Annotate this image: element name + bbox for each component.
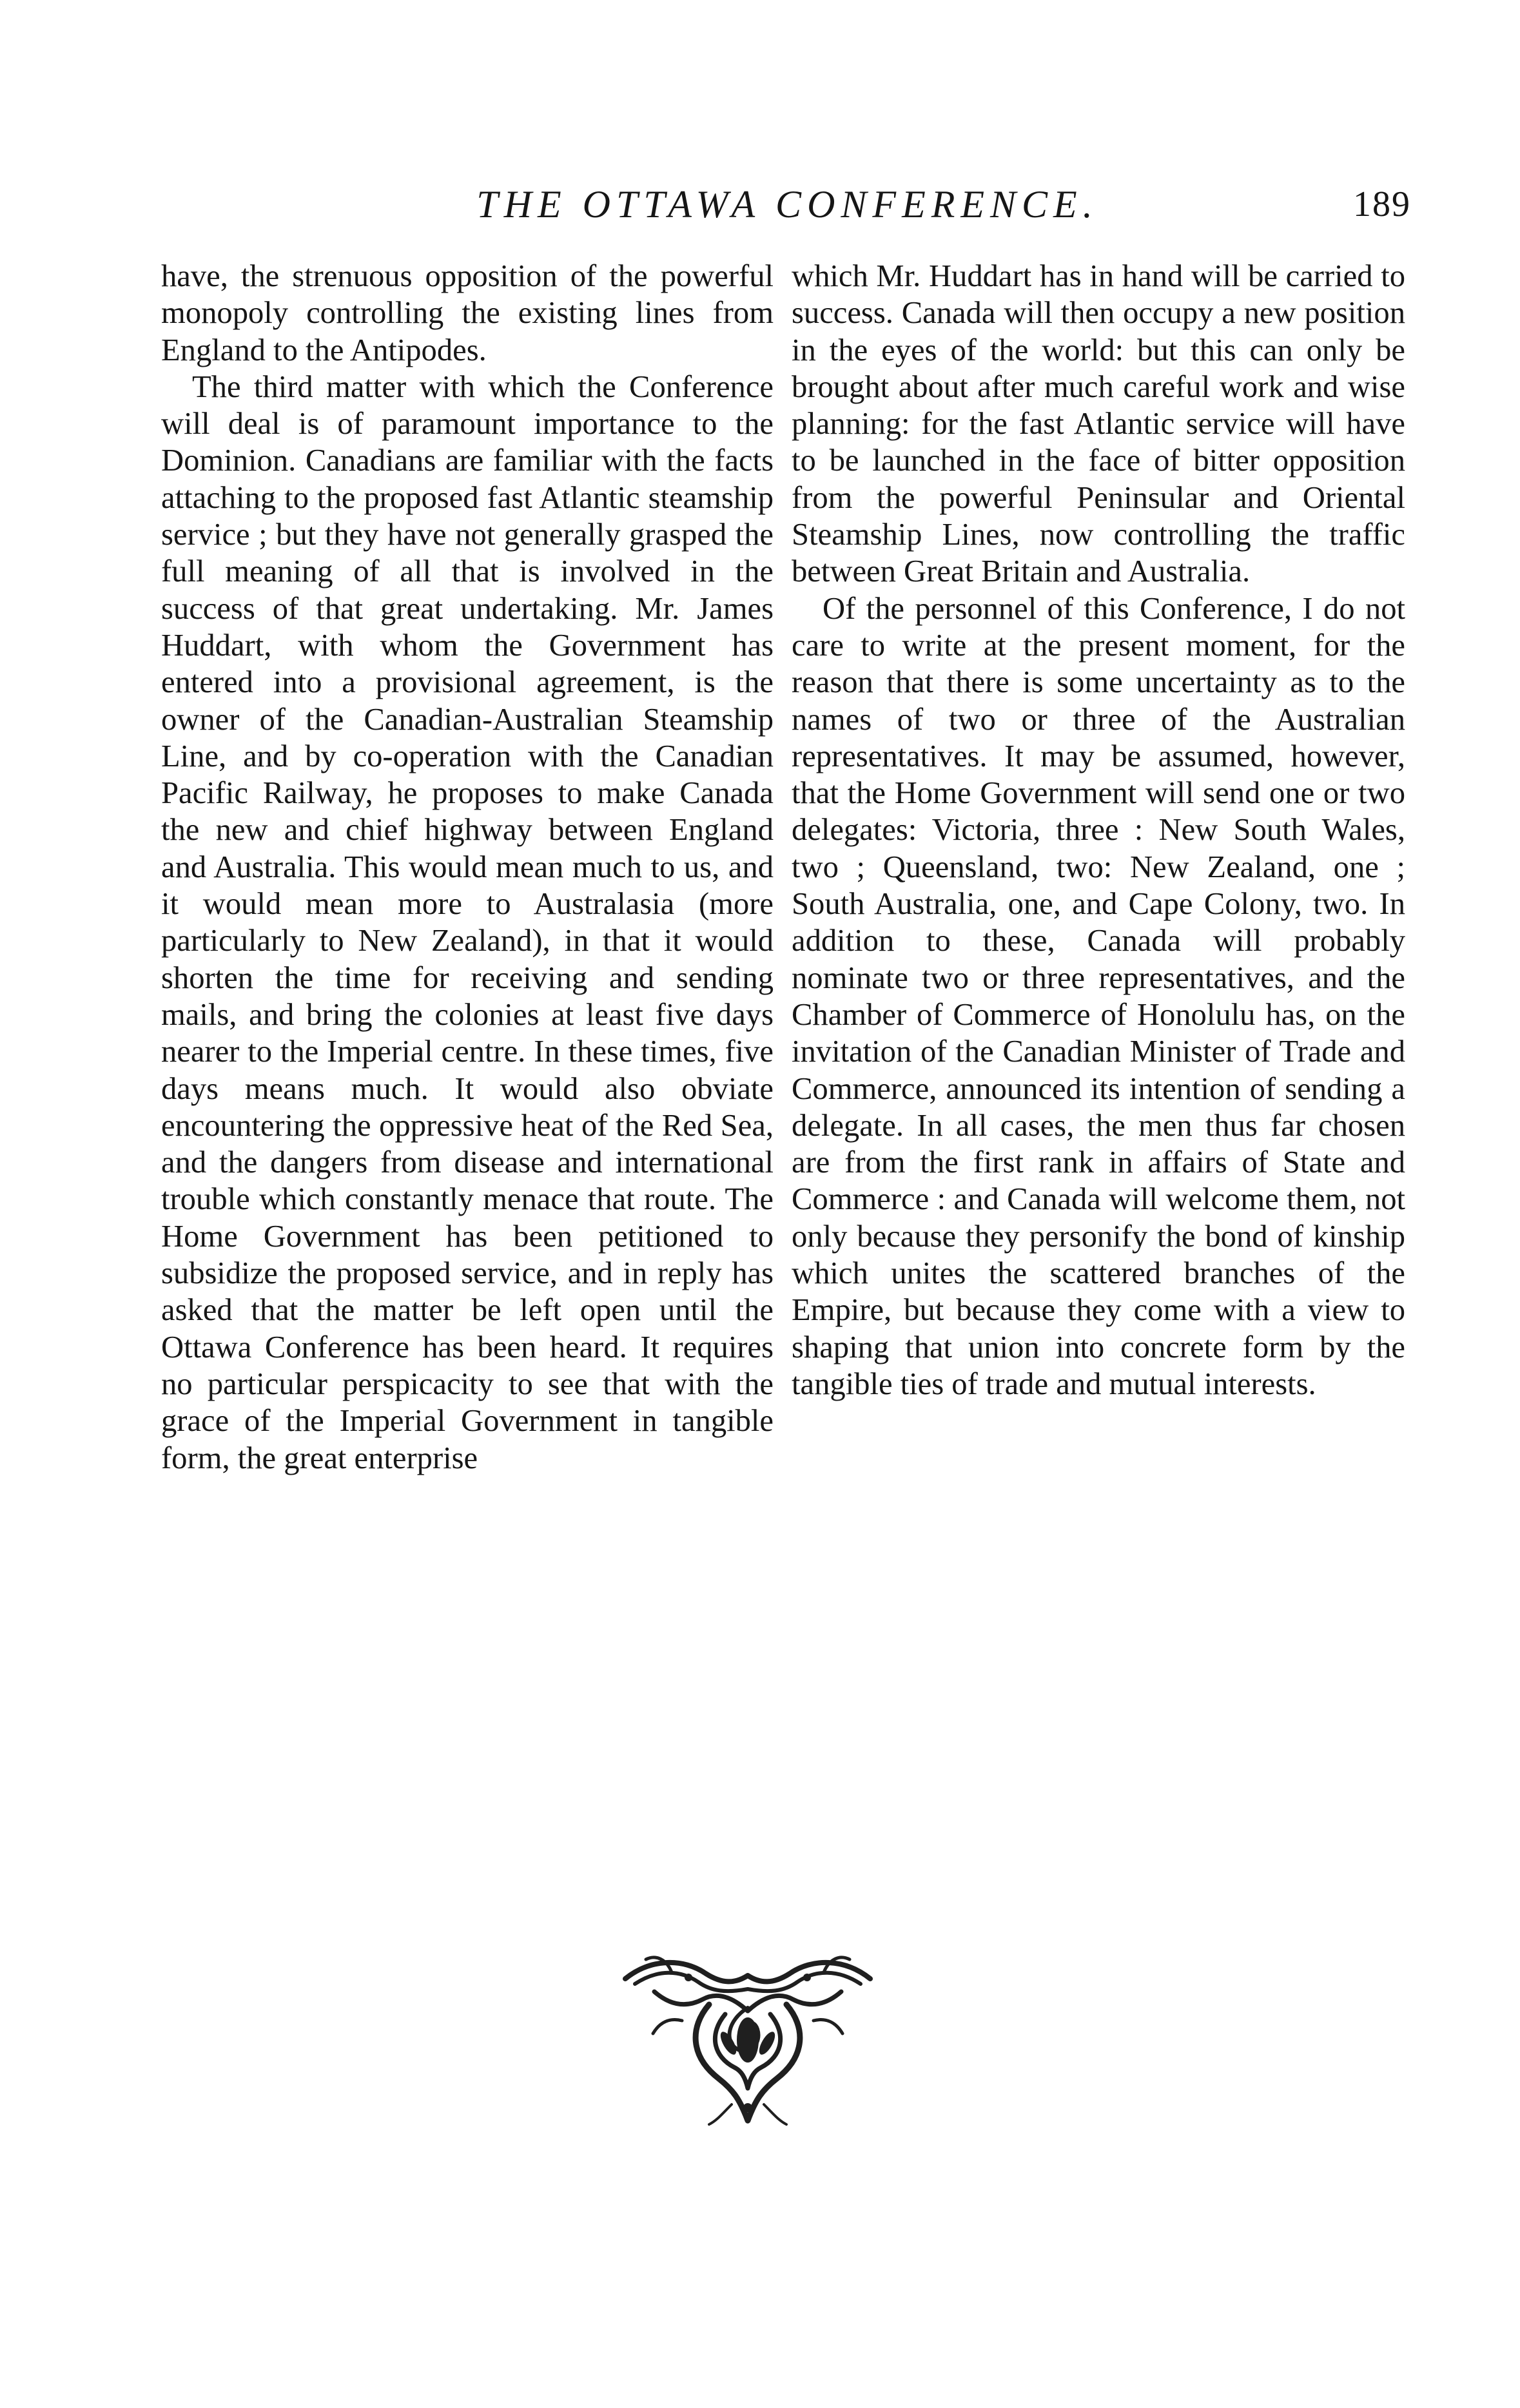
left-paragraph-1: have, the strenuous opposition of the powerful monopoly controlling the existing lines from England to the Antipodes. bbox=[161, 258, 774, 367]
running-head bbox=[164, 182, 1411, 227]
tailpiece-ornament-icon bbox=[612, 1947, 883, 2130]
page-number: 189 bbox=[1353, 184, 1411, 224]
right-column bbox=[792, 258, 1405, 1403]
left-column bbox=[161, 258, 774, 1477]
left-paragraph-2: The third matter with which the Conference will deal is of paramount importance to the Dominion. Canadians are familiar with the facts attaching to the proposed fast Atlantic steamship service ; but they have not generally grasped the full meaning of all that is involved in the success of that great undertaking. Mr. James Huddart, with whom the Government has entered into a provisional agreement, is the owner of the Canadian-Australian Steamship Line, and by co-operation with the Canadian Pacific Railway, he proposes to make Canada the new and chief highway between England and Australia. This would mean much to us, and it would mean more to Australasia (more particularly to New Zealand), in that it would shorten the time for receiving and sending mails, and bring the colonies at least five days nearer to the Imperial centre. In these times, five days means much. It would also obviate encountering the oppressive heat of the Red Sea, and the dangers from disease and international trouble which constantly menace that route. The Home Government has been petitioned to subsidize the proposed service, and in reply has asked that the matter be left open until the Ottawa Conference has been heard. It requires no particular perspicacity to see that with the grace of the Imperial Government in tangible form, the great enterprise bbox=[161, 369, 774, 1475]
page-title: THE OTTAWA CONFERENCE. bbox=[476, 183, 1098, 226]
right-paragraph-1: which Mr. Huddart has in hand will be carried to success. Canada will then occupy a new position in the eyes of the world: but this can only be brought about after much careful work and wise planning: for the fast Atlantic service will have to be launched in the face of bitter opposition from the powerful Peninsular and Oriental Steamship Lines, now controlling the traffic between Great Britain and Australia. bbox=[792, 258, 1405, 589]
right-paragraph-2: Of the personnel of this Conference, I do not care to write at the present moment, for the reason that there is some uncertainty as to the names of two or three of the Australian representatives. It may be assumed, however, that the Home Government will send one or two delegates: Victoria, three : New South Wales, two ; Queensland, two: New Zealand, one ; South Australia, one, and Cape Colony, two. In addition to these, Canada will probably nominate two or three representatives, and the Chamber of Commerce of Honolulu has, on the invitation of the Canadian Minister of Trade and Commerce, announced its intention of sending a delegate. In all cases, the men thus far chosen are from the first rank in affairs of State and Commerce : and Canada will welcome them, not only because they personify the bond of kinship which unites the scattered branches of the Empire, but because they come with a view to shaping that union into concrete form by the tangible ties of trade and mutual interests. bbox=[792, 590, 1405, 1401]
